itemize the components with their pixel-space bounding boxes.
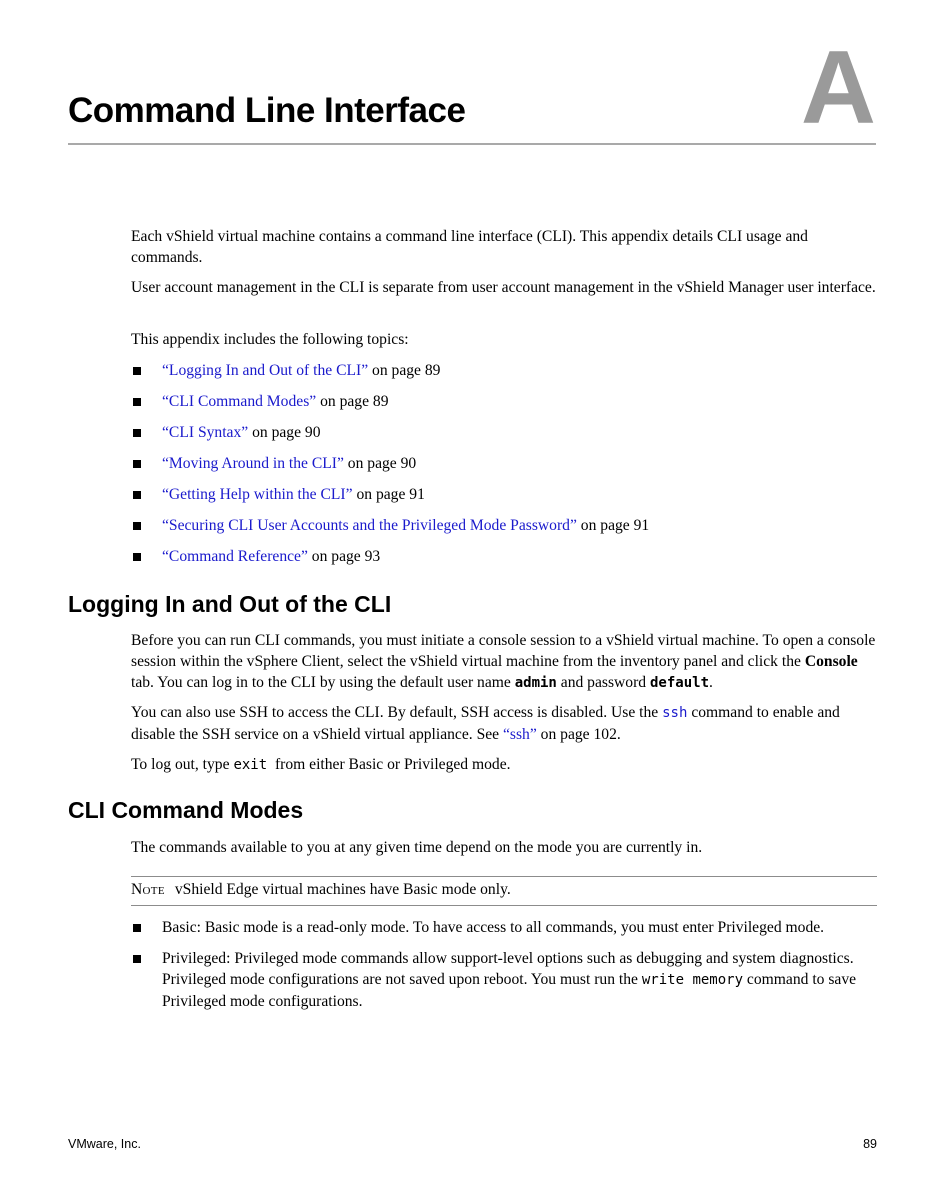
ssh-text: command to enable and disable the SSH service on a vShield virtual appliance. See [131, 704, 840, 743]
modes-text: The commands available to you at any given time depend on the mode you are currently in. [131, 839, 703, 856]
logging-text: . [709, 674, 713, 691]
intro-text-2: User account management in the CLI is separate from user account management in the vShield Manager user interface. [131, 279, 876, 296]
list-item [131, 484, 877, 505]
topic-page: on page 89 [368, 362, 441, 379]
privileged-mode-text: Privileged: Privileged mode commands allow support-level options such as debugging and system diagnostics. Privileged mode configurations are not saved upon reboot. You must run the [162, 950, 854, 988]
logout-text: To log out, type [131, 756, 234, 773]
logging-paragraph-2 [131, 702, 877, 745]
logout-text: from either Basic or Privileged mode. [267, 756, 511, 773]
page-number: 89 [863, 1137, 877, 1151]
topic-page: on page 91 [576, 517, 650, 534]
topic-link-moving-around[interactable]: “Moving Around in the CLI” [162, 455, 344, 472]
logging-paragraph-1 [131, 630, 877, 694]
topic-page: on page 91 [352, 486, 425, 503]
page-title: Command Line Interface [68, 91, 466, 130]
bullet-icon [133, 522, 141, 530]
intro-paragraph-1 [131, 226, 877, 268]
topic-page: on page 90 [343, 455, 417, 472]
bullet-icon [133, 553, 141, 561]
note-label: Note [131, 881, 165, 898]
logging-text: and password [556, 674, 650, 691]
topic-page: on page 89 [316, 393, 389, 410]
topic-link-getting-help[interactable]: “Getting Help within the CLI” [162, 486, 353, 503]
topic-page: on page 93 [307, 548, 381, 565]
topic-page: on page 90 [248, 424, 321, 441]
note-text: vShield Edge virtual machines have Basic mode only. [174, 881, 511, 898]
list-item [131, 948, 877, 1012]
title-divider [68, 143, 876, 145]
bullet-icon [133, 955, 141, 963]
bullet-icon [133, 429, 141, 437]
footer-company: VMware, Inc. [68, 1137, 141, 1151]
topic-link-command-reference[interactable]: “Command Reference” [162, 548, 308, 565]
intro-text-1: Each vShield virtual machine contains a command line interface (CLI). This appendix details CLI usage and commands. [131, 228, 808, 266]
topic-link-command-modes[interactable]: “CLI Command Modes” [162, 393, 317, 410]
topic-link-syntax[interactable]: “CLI Syntax” [162, 424, 249, 441]
default-username: admin [514, 675, 557, 691]
default-password: default [650, 675, 710, 691]
ssh-command-link[interactable]: ssh [662, 705, 688, 721]
privileged-mode-item [162, 948, 877, 1012]
write-memory-command: write memory [641, 972, 744, 988]
bullet-icon [133, 924, 141, 932]
topic-link-logging[interactable]: “Logging In and Out of the CLI” [162, 362, 369, 379]
bullet-icon [133, 367, 141, 375]
intro-text-3: This appendix includes the following topics: [131, 331, 409, 348]
ssh-reference-link[interactable]: “ssh” [503, 726, 537, 743]
list-item [131, 360, 877, 381]
list-item [131, 546, 877, 567]
bullet-icon [133, 460, 141, 468]
list-item [131, 422, 877, 443]
bullet-icon [133, 491, 141, 499]
intro-paragraph-3 [131, 329, 877, 350]
logging-text: tab. You can log in to the CLI by using the default user name [131, 674, 515, 691]
list-item [131, 917, 877, 938]
privileged-mode-text: command to save Privileged mode configurations. [162, 971, 857, 1010]
basic-mode-text: Basic: Basic mode is a read-only mode. To have access to all commands, you must enter Privileged mode. [162, 919, 825, 936]
modes-paragraph [131, 837, 877, 858]
note-box [131, 876, 877, 906]
section-heading-modes: CLI Command Modes [68, 797, 304, 823]
bullet-icon [133, 398, 141, 406]
list-item [131, 515, 877, 536]
topic-link-securing[interactable]: “Securing CLI User Accounts and the Privileged Mode Password” [162, 517, 577, 534]
ssh-text: on page 102. [536, 726, 621, 743]
logging-paragraph-3 [131, 754, 877, 776]
console-tab-label: Console [804, 653, 858, 670]
logging-text: Before you can run CLI commands, you must initiate a console session to a vShield virtual machine. To open a console session within the vSphere Client, select the vShield virtual machine from the inventory panel and click the [131, 632, 876, 670]
intro-paragraph-2 [131, 277, 877, 298]
list-item [131, 391, 877, 412]
ssh-text: You can also use SSH to access the CLI. By default, SSH access is disabled. Use the [131, 704, 663, 721]
section-heading-logging: Logging In and Out of the CLI [68, 591, 392, 617]
list-item [131, 453, 877, 474]
chapter-letter: A [800, 30, 876, 146]
exit-command: exit [233, 757, 268, 773]
